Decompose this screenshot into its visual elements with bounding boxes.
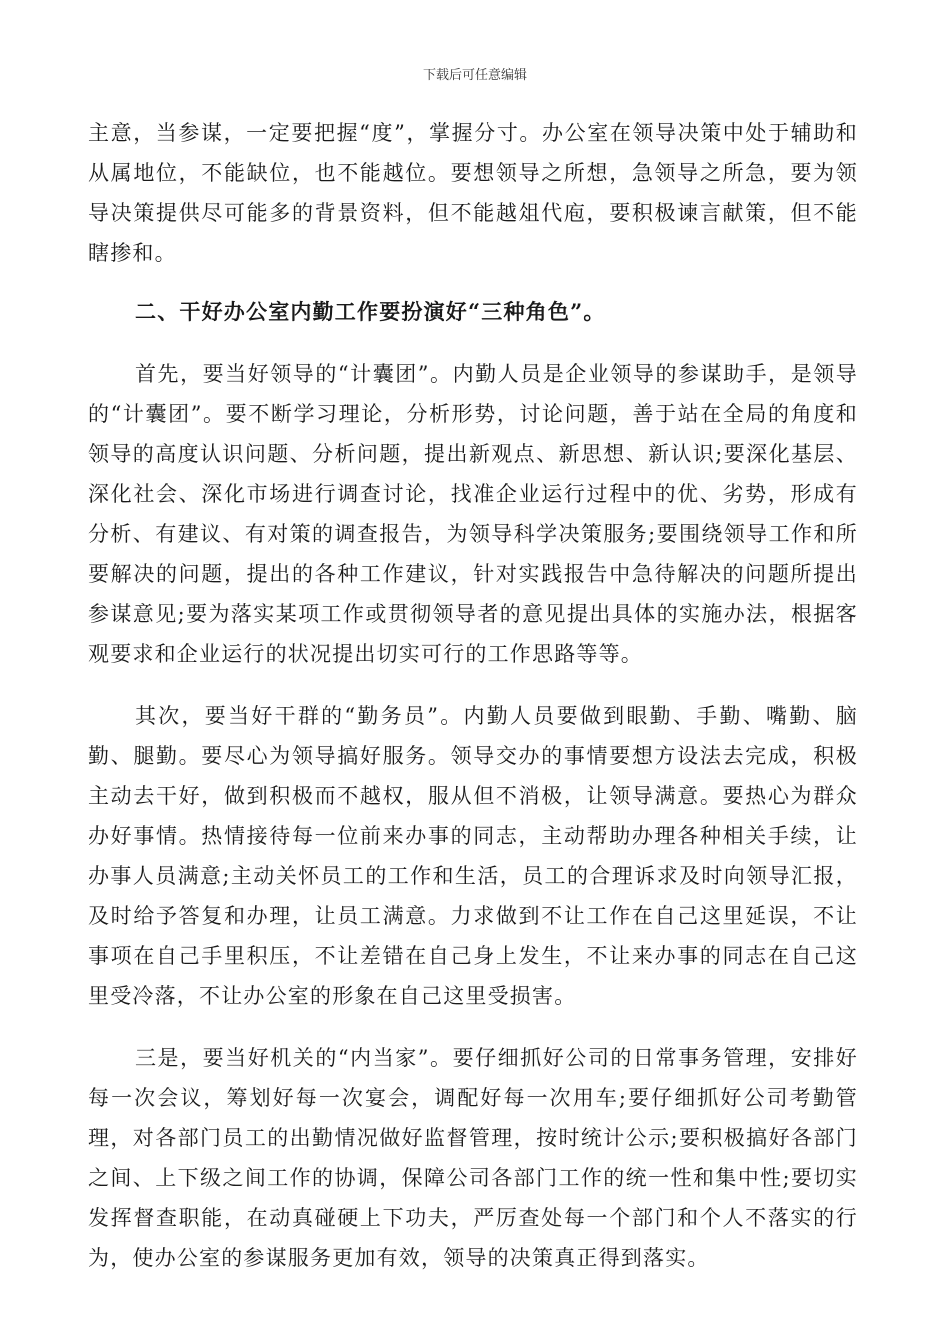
- paragraph-second-role: 其次，要当好干群的“勤务员”。内勤人员要做到眼勤、手勤、嘴勤、脑勤、腿勤。要尽心为领导搞好服务。领导交办的事情要想方设法去完成，积极主动去干好，做到积极而不越权，服从但不消极，让领导满意。要热心为群众办好事情。热情接待每一位前来办事的同志，主动帮助办理各种相关手续，让办事人员满意;主动关怀员工的工作和生活，员工的合理诉求及时向领导汇报，及时给予答复和办理，让员工满意。力求做到不让工作在自己这里延误，不让事项在自己手里积压，不让差错在自己身上发生，不让来办事的同志在自己这里受冷落，不让办公室的形象在自己这里受损害。: [88, 704, 858, 1008]
- paragraph-first-role: 首先，要当好领导的“计囊团”。内勤人员是企业领导的参谋助手，是领导的“计囊团”。要不断学习理论，分析形势，讨论问题，善于站在全局的角度和领导的高度认识问题、分析问题，提出新观点、新思想、新认识;要深化基层、深化社会、深化市场进行调查讨论，找准企业运行过程中的优、劣势，形成有分析、有建议、有对策的调查报告，为领导科学决策服务;要围绕领导工作和所要解决的问题，提出的各种工作建议，针对实践报告中急待解决的问题所提出参谋意见;要为落实某项工作或贯彻领导者的意见提出具体的实施办法，根据客观要求和企业运行的状况提出切实可行的工作思路等等。: [88, 362, 858, 666]
- page-header-caption: 下载后可任意编辑: [422, 68, 527, 83]
- paragraph-intro: 主意，当参谋，一定要把握“度”，掌握分寸。办公室在领导决策中处于辅助和从属地位，不能缺位，也不能越位。要想领导之所想，急领导之所急，要为领导决策提供尽可能多的背景资料，但不能越俎代庖，要积极谏言献策，但不能瞎掺和。: [88, 121, 858, 265]
- document-body: [88, 113, 858, 1278]
- section-heading: 二、干好办公室内勤工作要扮演好“三种角色”。: [135, 299, 606, 324]
- paragraph-third-role: 三是，要当好机关的“内当家”。要仔细抓好公司的日常事务管理，安排好每一次会议，筹划好每一次宴会，调配好每一次用车;要仔细抓好公司考勤管理，对各部门员工的出勤情况做好监督管理，按时统计公示;要积极搞好各部门之间、上下级之间工作的协调，保障公司各部门工作的统一性和集中性;要切实发挥督查职能，在动真碰硬上下功夫，严厉查处每一个部门和个人不落实的行为，使办公室的参谋服务更加有效，领导的决策真正得到落实。: [88, 1046, 858, 1270]
